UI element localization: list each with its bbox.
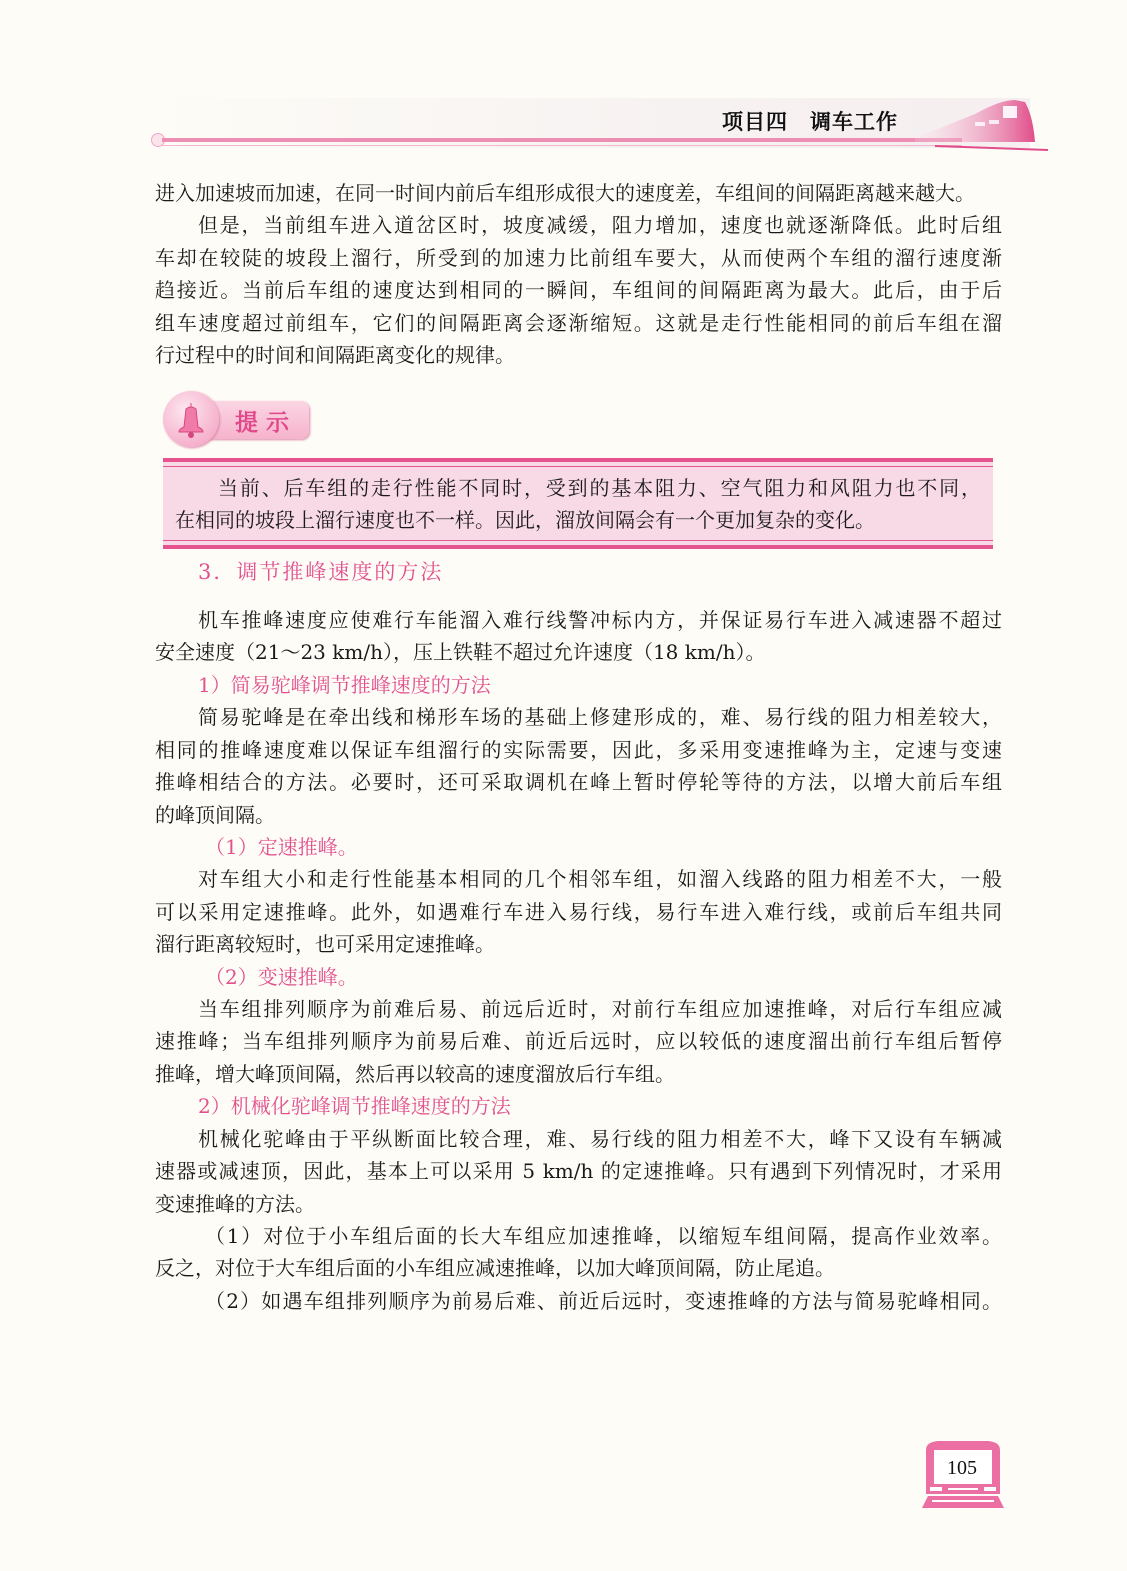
- paragraph-line: 车却在较陡的坡段上溜行，所受到的加速力比前组车要大，从而使两个车组的溜行速度渐: [155, 245, 1002, 270]
- paragraph-line: 简易驼峰是在牵出线和梯形车场的基础上修建形成的，难、易行线的阻力相差较大，: [198, 705, 1002, 730]
- subheading: （1）定速推峰。: [205, 834, 358, 859]
- paragraph-line: 安全速度（21～23 km/h），压上铁鞋不超过允许速度（18 km/h）。: [155, 640, 766, 665]
- paragraph-line: 推峰，增大峰顶间隔，然后再以较高的速度溜放后行车组。: [155, 1061, 675, 1086]
- header-rule: [162, 138, 962, 142]
- page-number: 105: [947, 1457, 977, 1479]
- paragraph-line: 速器或减速顶，因此，基本上可以采用 5 km/h 的定速推峰。只有遇到下列情况时，才采用: [155, 1159, 1002, 1184]
- paragraph-line: 速推峰；当车组排列顺序为前易后难、前近后远时，应以较低的速度溜出前行车组后暂停: [155, 1029, 1002, 1054]
- tip-line: 当前、后车组的走行性能不同时，受到的基本阻力、空气阻力和风阻力也不同，: [218, 476, 981, 500]
- paragraph-line: 当车组排列顺序为前难后易、前远后近时，对前行车组应加速推峰，对后行车组应减: [198, 997, 1002, 1022]
- paragraph-line: 趋接近。当前后车组的速度达到相同的一瞬间，车组间的间隔距离为最大。此后，由于后: [155, 278, 1002, 303]
- subheading: （2）变速推峰。: [205, 964, 358, 989]
- section-heading: 3．调节推峰速度的方法: [198, 560, 444, 584]
- paragraph-line: 可以采用定速推峰。此外，如遇难行车进入易行线，易行车进入难行线，或前后车组共同: [155, 899, 1002, 924]
- paragraph-line: （2）如遇车组排列顺序为前易后难、前近后远时，变速推峰的方法与简易驼峰相同。: [205, 1288, 1002, 1313]
- running-header-title: 项目四 调车工作: [722, 110, 898, 134]
- body-text-top: [155, 177, 1002, 372]
- paragraph-line: 溜行距离较短时，也可采用定速推峰。: [155, 932, 495, 957]
- paragraph-line: 变速推峰的方法。: [155, 1191, 315, 1216]
- paragraph-line: 机械化驼峰由于平纵断面比较合理，难、易行线的阻力相差不大，峰下又设有车辆减: [198, 1126, 1002, 1151]
- train-icon: [915, 96, 1050, 156]
- paragraph-line: 反之，对位于大车组后面的小车组应减速推峰，以加大峰顶间隔，防止尾追。: [155, 1256, 835, 1281]
- paragraph-line: 对车组大小和走行性能基本相同的几个相邻车组，如溜入线路的阻力相差不大，一般: [198, 867, 1002, 892]
- tip-badge: [163, 391, 313, 449]
- paragraph-line: 推峰相结合的方法。必要时，还可采取调机在峰上暂时停轮等待的方法，以增大前后车组: [155, 770, 1002, 795]
- paragraph-line: 的峰顶间隔。: [155, 802, 275, 827]
- paragraph-line: 相同的推峰速度难以保证车组溜行的实际需要，因此，多采用变速推峰为主，定速与变速: [155, 737, 1002, 762]
- paragraph-line: 组车速度超过前组车，它们的间隔距离会逐渐缩短。这就是走行性能相同的前后车组在溜: [155, 310, 1002, 335]
- tip-box: [163, 458, 993, 549]
- subheading: 1）简易驼峰调节推峰速度的方法: [198, 672, 491, 697]
- paragraph-line: （1）对位于小车组后面的长大车组应加速推峰，以缩短车组间隔，提高作业效率。: [205, 1224, 1002, 1249]
- tip-label-text: 提示: [235, 410, 297, 436]
- header-rule-thin: [162, 145, 962, 146]
- paragraph-line: 但是，当前组车进入道岔区时，坡度减缓，阻力增加，速度也就逐渐降低。此时后组: [198, 213, 1002, 238]
- bell-icon: [177, 401, 205, 439]
- paragraph-line: 行过程中的时间和间隔距离变化的规律。: [155, 343, 515, 368]
- paragraph-line: 机车推峰速度应使难行车能溜入难行线警冲标内方，并保证易行车进入减速器不超过: [198, 608, 1002, 632]
- paragraph-line: 进入加速坡而加速，在同一时间内前后车组形成很大的速度差，车组间的间隔距离越来越大。: [155, 181, 975, 205]
- body-text-main: [155, 604, 1002, 1317]
- tip-line: 在相同的坡段上溜行速度也不一样。因此，溜放间隔会有一个更加复杂的变化。: [175, 508, 875, 532]
- subheading: 2）机械化驼峰调节推峰速度的方法: [198, 1094, 511, 1119]
